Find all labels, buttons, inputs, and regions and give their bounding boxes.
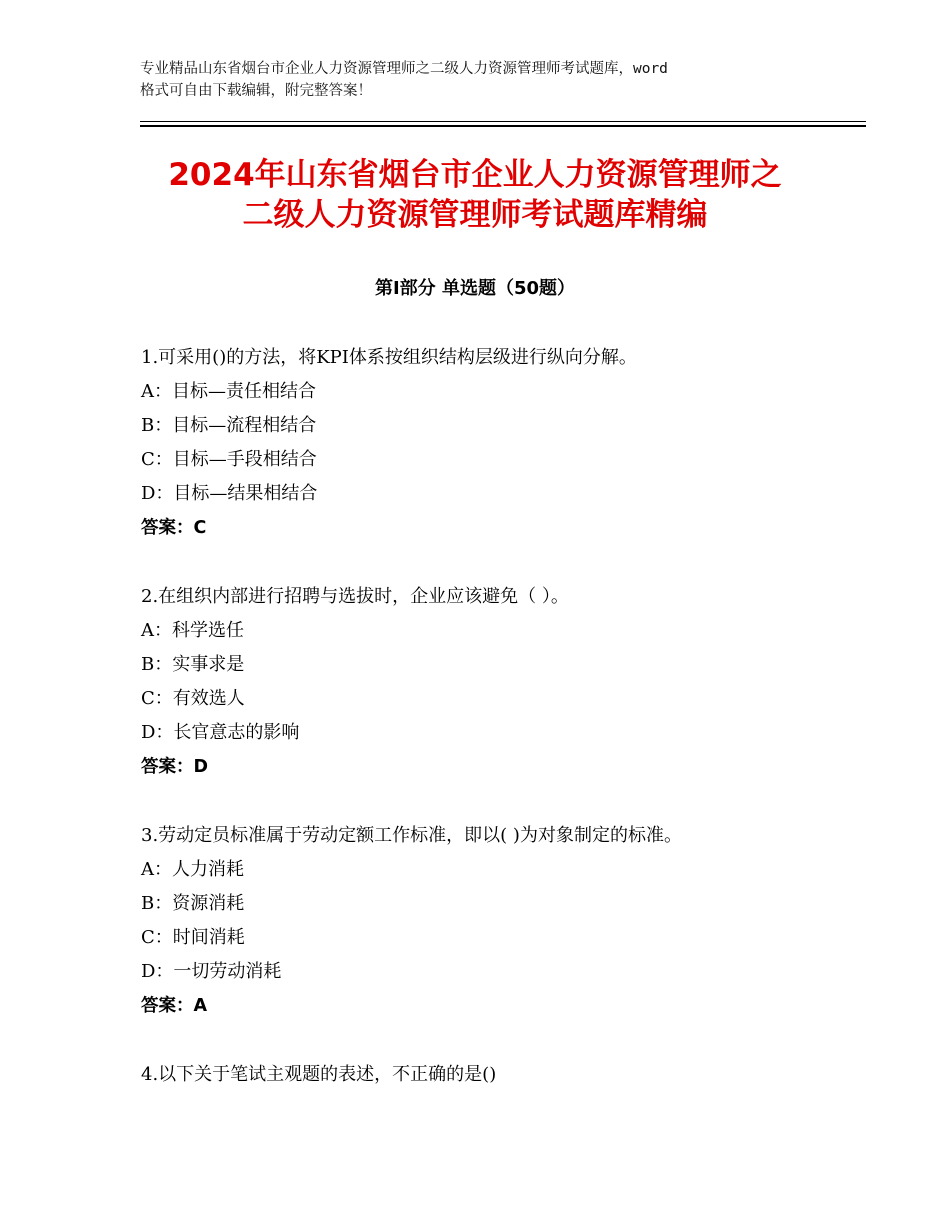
question-4: [141, 1058, 881, 1092]
answer: 答案：D: [141, 757, 209, 777]
document-title-line-1: 2024年山东省烟台市企业人力资源管理师之: [168, 157, 782, 193]
section-title: 第Ⅰ部分 单选题（50题）: [374, 278, 575, 299]
question-stem: 4.以下关于笔试主观题的表述，不正确的是(): [141, 1064, 497, 1085]
document-title: [60, 155, 890, 235]
option-a: A：人力消耗: [141, 859, 244, 880]
header-note: [140, 58, 830, 102]
question-2: [141, 580, 881, 784]
option-c: C：时间消耗: [141, 927, 245, 948]
question-stem: 2.在组织内部进行招聘与选拔时，企业应该避免（ ）。: [141, 586, 569, 607]
header-note-line-1: 专业精品山东省烟台市企业人力资源管理师之二级人力资源管理师考试题库，word: [140, 61, 668, 77]
option-b: B：实事求是: [141, 654, 245, 675]
question-3: [141, 819, 881, 1023]
option-c: C：目标—手段相结合: [141, 449, 317, 470]
option-d: D：目标—结果相结合: [141, 483, 318, 504]
header-note-line-2: 格式可自由下载编辑，附完整答案！: [140, 83, 372, 99]
question-stem: 3.劳动定员标准属于劳动定额工作标准，即以( )为对象制定的标准。: [141, 825, 682, 846]
option-d: D：长官意志的影响: [141, 722, 300, 743]
document-title-line-2: 二级人力资源管理师考试题库精编: [242, 197, 708, 233]
answer: 答案：A: [141, 996, 208, 1016]
option-c: C：有效选人: [141, 688, 245, 709]
question-stem: 1.可采用()的方法，将KPI体系按组织结构层级进行纵向分解。: [141, 347, 637, 368]
option-b: B：目标—流程相结合: [141, 415, 317, 436]
option-d: D：一切劳动消耗: [141, 961, 282, 982]
option-a: A：科学选任: [141, 620, 244, 641]
answer: 答案：C: [141, 518, 207, 538]
option-b: B：资源消耗: [141, 893, 245, 914]
option-a: A：目标—责任相结合: [141, 381, 316, 402]
header-divider-thick: [140, 125, 866, 127]
header-divider-thin: [140, 121, 866, 122]
question-1: [141, 341, 881, 545]
